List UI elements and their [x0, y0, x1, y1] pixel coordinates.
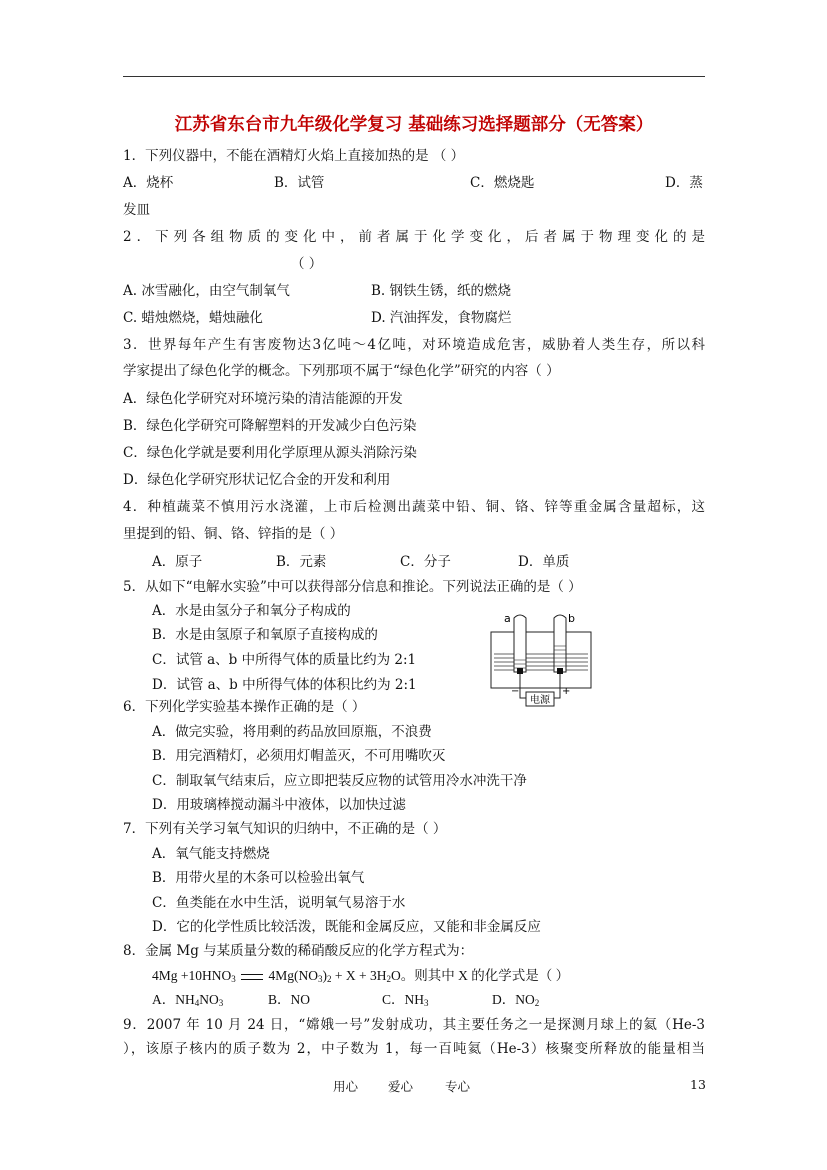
question-2-options-cd — [123, 307, 705, 329]
question-1-options — [123, 172, 705, 194]
option-c: C．$NH_3$ — [382, 992, 429, 1008]
question-7-stem: 7．下列有关学习氧气知识的归纳中，不正确的是（ ） — [123, 821, 447, 837]
test-tube-a — [514, 615, 526, 672]
option-b: B．水是由氢原子和氧原子直接构成的 — [152, 627, 378, 643]
document-title: 江苏省东台市九年级化学复习 基础练习选择题部分（无答案） — [174, 115, 654, 135]
option-d: D. 汽油挥发，食物腐烂 — [371, 310, 512, 326]
footer-text-2: 爱心 — [388, 1079, 414, 1094]
header-rule — [123, 76, 705, 77]
option-c: C．燃烧匙 — [470, 175, 535, 191]
option-b: B．试管 — [274, 175, 325, 191]
option-d: D．蒸 — [665, 175, 703, 191]
question-6-stem: 6．下列化学实验基本操作正确的是（ ） — [123, 699, 366, 715]
question-2-stem: 2．下列各组物质的变化中，前者属于化学变化，后者属于物理变化的是 — [123, 229, 705, 245]
question-8-stem: 8．金属 Mg 与某质量分数的稀硝酸反应的化学方程式为： — [123, 943, 474, 959]
option-d: D．用玻璃棒搅动漏斗中液体，以加快过滤 — [152, 797, 406, 813]
option-a: A．氧气能支持燃烧 — [152, 846, 270, 862]
option-c: C．鱼类能在水中生活，说明氧气易溶于水 — [152, 895, 406, 911]
option-b: B．用带火星的木条可以检验出氧气 — [152, 870, 365, 886]
water-trough — [491, 632, 591, 688]
option-c: C．制取氧气结束后，应立即把装反应物的试管用冷水冲洗干净 — [152, 773, 527, 789]
electrode-b — [557, 668, 563, 674]
option-a: A．烧杯 — [123, 175, 174, 191]
option-a: A．$NH_4NO_3$ — [152, 992, 224, 1008]
question-3-continuation: 学家提出了绿色化学的概念。下列那项不属于“绿色化学”研究的内容（ ） — [123, 363, 560, 379]
option-b: B．用完酒精灯，必须用灯帽盖灭，不可用嘴吹灭 — [152, 748, 446, 764]
option-a: A. 冰雪融化，由空气制氧气 — [123, 283, 290, 299]
question-5-stem: 5．从如下“电解水实验”中可以获得部分信息和推论。下列说法正确的是（ ） — [123, 579, 582, 595]
label-a: a — [504, 612, 511, 625]
option-d: D．$NO_2$ — [492, 992, 540, 1008]
equals-sign — [241, 974, 263, 980]
option-a: A．做完实验，将用剩的药品放回原瓶，不浪费 — [152, 724, 432, 740]
option-a: A．水是由氢分子和氧分子构成的 — [152, 603, 351, 619]
option-b: B．NO — [268, 992, 311, 1007]
plus-label: + — [562, 686, 571, 697]
question-1-continuation: 发皿 — [123, 202, 150, 218]
test-tube-b — [554, 615, 566, 672]
option-d: D．试管 a、b 中所得气体的体积比约为 2:1 — [152, 677, 417, 693]
wire-left — [520, 674, 526, 698]
power-label: 电源 — [530, 695, 550, 706]
option-c: C．分子 — [400, 554, 451, 570]
question-4-options — [152, 551, 705, 573]
electrode-a — [517, 668, 523, 674]
footer-text-3: 专心 — [445, 1079, 471, 1094]
option-b: B．元素 — [276, 554, 327, 570]
footer-text-1: 用心 — [333, 1079, 359, 1094]
option-a: A．原子 — [152, 554, 203, 570]
question-1-stem: 1．下列仪器中，不能在酒精灯火焰上直接加热的是 （ ） — [123, 148, 465, 164]
question-9-continuation: ），该原子核内的质子数为 2，中子数为 1，每一百吨氦（He-3）核聚变所释放的能量相当 — [123, 1041, 705, 1057]
option-b: B．绿色化学研究可降解塑料的开发减少白色污染 — [123, 418, 417, 434]
water-lines — [494, 654, 588, 670]
question-2-options-ab — [123, 280, 705, 302]
wire-right — [554, 674, 560, 698]
equation-lhs: 4Mg +10HNO — [152, 968, 232, 983]
electrolysis-diagram — [488, 610, 594, 712]
option-d: D．单质 — [518, 554, 570, 570]
label-b: b — [568, 612, 575, 625]
option-c: C．绿色化学就是要利用化学原理从源头消除污染 — [123, 445, 417, 461]
question-4-continuation: 里提到的铅、铜、铬、锌指的是（ ） — [123, 526, 344, 542]
page-number: 13 — [690, 1077, 706, 1092]
question-8-options — [152, 989, 705, 1011]
option-b: B. 钢铁生锈，纸的燃烧 — [371, 283, 512, 299]
option-d: D．绿色化学研究形状记忆合金的开发和利用 — [123, 472, 391, 488]
option-d: D．它的化学性质比较活泼，既能和金属反应，又能和非金属反应 — [152, 919, 541, 935]
option-c: C. 蜡烛燃烧，蜡烛融化 — [123, 310, 263, 326]
question-3-stem: 3．世界每年产生有害废物达3亿吨～4亿吨，对环境造成危害，威胁着人类生存，所以科 — [123, 337, 705, 353]
minus-label: − — [511, 686, 520, 697]
question-4-stem: 4．种植蔬菜不慎用污水浇灌，上市后检测出蔬菜中铅、铜、铬、锌等重金属含量超标，这 — [123, 499, 705, 515]
question-2-bracket: （ ） — [291, 256, 323, 272]
option-c: C．试管 a、b 中所得气体的质量比约为 2:1 — [152, 652, 417, 668]
chemical-equation: $4Mg +10HNO_3$ $4Mg(NO_3)_2 + X + 3H_2O$。则其中 X 的化学式是（ ） — [152, 968, 570, 984]
option-a: A．绿色化学研究对环境污染的清洁能源的开发 — [123, 391, 403, 407]
question-9-stem: 9．2007 年 10 月 24 日，“嫦娥一号”发射成功，其主要任务之一是探测月球上的氦（He-3 — [123, 1017, 705, 1033]
